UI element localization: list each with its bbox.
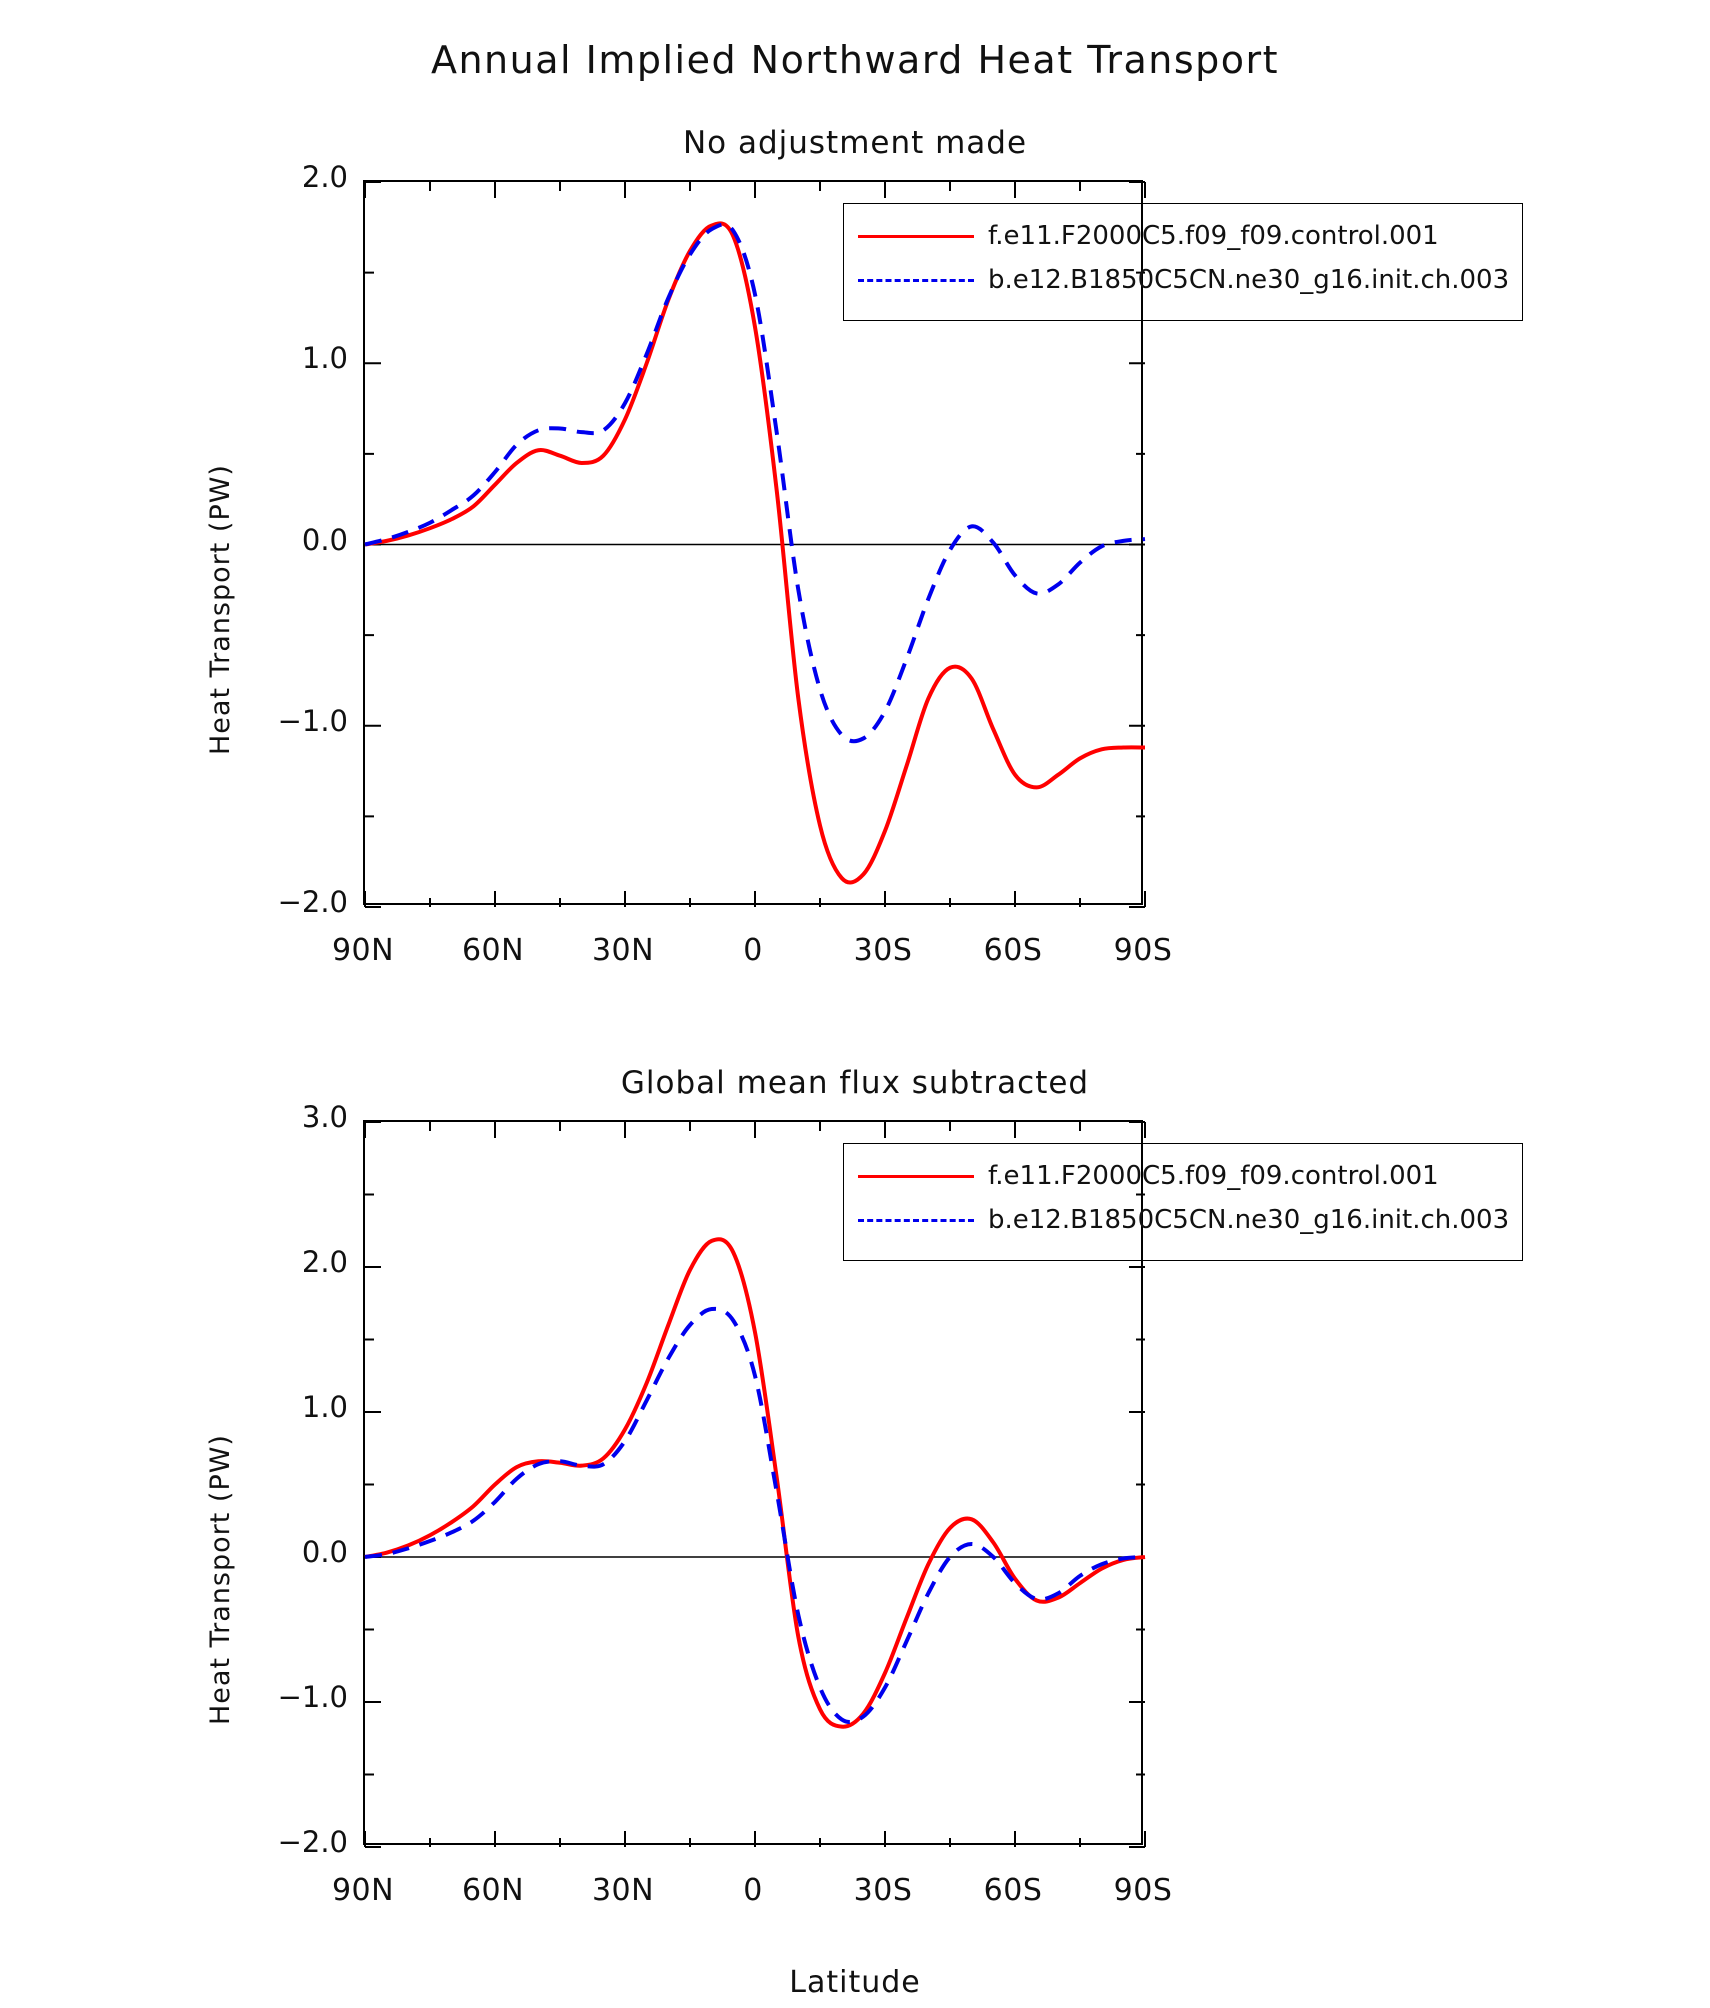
x-tick-label: 60S [983, 933, 1043, 968]
legend-line-sample-series1 [858, 1166, 974, 1186]
y-tick-label: 2.0 [301, 1245, 348, 1279]
legend-row-series1 [858, 214, 1508, 258]
legend-row-series2 [858, 258, 1508, 302]
x-tick-label: 0 [743, 1873, 763, 1908]
y-tick-label: 1.0 [301, 1390, 348, 1424]
x-tick-label: 90N [331, 933, 395, 968]
y-tick-label: 0.0 [301, 522, 348, 557]
x-tick-label: 30N [591, 1873, 655, 1908]
legend-top [843, 203, 1523, 321]
y-tick-label: 2.0 [301, 160, 348, 194]
y-tick-label: −1.0 [277, 703, 348, 738]
x-tick-label: 90S [1113, 1873, 1173, 1908]
legend-label-series1: f.e11.F2000C5.f09_f09.control.001 [988, 1161, 1439, 1191]
legend-label-series1: f.e11.F2000C5.f09_f09.control.001 [988, 221, 1439, 251]
x-tick-label: 30S [853, 933, 913, 968]
chart-panel-bottom [0, 1065, 1710, 1955]
y-tick-label: −2.0 [277, 1825, 348, 1859]
x-tick-label: 0 [743, 933, 763, 968]
y-tick-label: 3.0 [301, 1100, 348, 1134]
legend-line-sample-series2 [858, 270, 974, 290]
x-tick-label: 90S [1113, 933, 1173, 968]
y-axis-label-bottom: Heat Transport (PW) [205, 1434, 236, 1725]
x-tick-label: 30N [591, 933, 655, 968]
x-tick-label: 60S [983, 1873, 1043, 1908]
panel-title-bottom: Global mean flux subtracted [620, 1065, 1090, 1101]
legend-line-sample-series1 [858, 226, 974, 246]
legend-label-series2: b.e12.B1850C5CN.ne30_g16.init.ch.003 [988, 265, 1510, 295]
y-tick-label: 0.0 [301, 1535, 348, 1569]
chart-panel-top [0, 125, 1710, 968]
x-axis-title: Latitude [789, 1965, 921, 2000]
legend-line-sample-series2 [858, 1210, 974, 1230]
y-axis-label-top: Heat Transport (PW) [205, 464, 236, 755]
legend-row-series2 [858, 1198, 1508, 1242]
x-tick-label: 60N [461, 1873, 525, 1908]
x-tick-label: 60N [461, 933, 525, 968]
legend-bottom [843, 1143, 1523, 1261]
panel-title-top: No adjustment made [682, 125, 1028, 161]
y-tick-label: −2.0 [277, 885, 348, 919]
legend-label-series2: b.e12.B1850C5CN.ne30_g16.init.ch.003 [988, 1205, 1510, 1235]
x-tick-label: 30S [853, 1873, 913, 1908]
legend-row-series1 [858, 1154, 1508, 1198]
figure-title: Annual Implied Northward Heat Transport [430, 38, 1280, 82]
y-tick-label: 1.0 [301, 341, 348, 376]
x-tick-label: 90N [331, 1873, 395, 1908]
y-tick-label: −1.0 [277, 1680, 348, 1714]
